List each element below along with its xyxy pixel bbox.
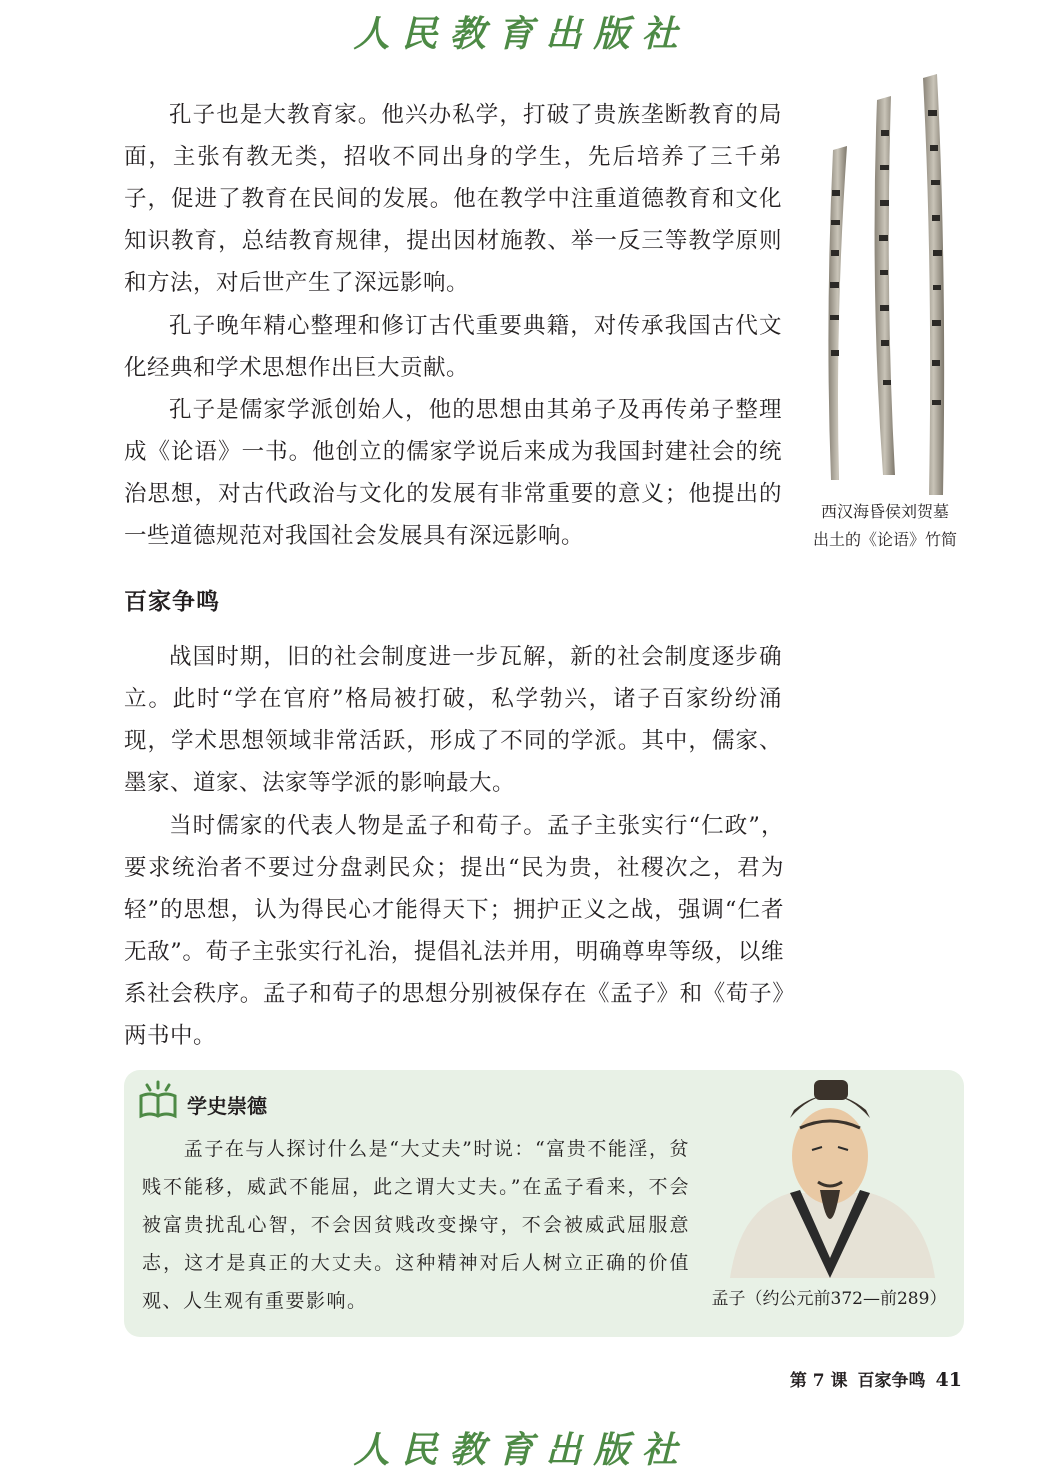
mencius-portrait [720, 1078, 942, 1278]
sidebar-body: 孟子在与人探讨什么是“大丈夫”时说：“富贵不能淫，贫贱不能移，威武不能屈，此之谓大丈夫。”在孟子看来，不会被富贵扰乱心智，不会因贫贱改变操守，不会被威武屈服意志，这才是真正的大丈夫。这种精神对后人树立正确的价值观、人生观有重要影响。 [142, 1138, 690, 1312]
paragraph-confucian-school: 孔子是儒家学派创始人，他的思想由其弟子及再传弟子整理成《论语》一书。他创立的儒家学说后来成为我国封建社会的统治思想，对古代政治与文化的发展有非常重要的意义；他提出的一些道德规范对我国社会发展具有深远影响。 [124, 397, 782, 549]
page-number: 41 [935, 1369, 962, 1391]
publisher-watermark-bottom: 人民教育出版社 [353, 1429, 690, 1471]
publisher-watermark-top: 人民教育出版社 [353, 13, 690, 55]
bamboo-slips-image [805, 70, 975, 500]
book-icon [136, 1078, 180, 1122]
lesson-number: 第 7 课 [789, 1371, 848, 1391]
sidebar-title: 学史崇德 [187, 1094, 267, 1118]
paragraph-confucius-classics: 孔子晚年精心整理和修订古代重要典籍，对传承我国古代文化经典和学术思想作出巨大贡献。 [124, 313, 782, 381]
section-heading: 百家争鸣 [124, 589, 220, 615]
paragraph-mencius-xunzi: 当时儒家的代表人物是孟子和荀子。孟子主张实行“仁政”，要求统治者不要过分盘剥民众；提出“民为贵，社稷次之，君为轻”的思想，认为得民心才能得天下；拥护正义之战，强调“仁者无敌”。荀子主张实行礼治，提倡礼法并用，明确尊卑等级，以维系社会秩序。孟子和荀子的思想分别被保存在《孟子》和《荀子》两书中。 [124, 813, 784, 1049]
lesson-title: 百家争鸣 [857, 1371, 926, 1391]
page-footer [700, 1366, 962, 1391]
paragraph-warring-states: 战国时期，旧的社会制度进一步瓦解，新的社会制度逐步确立。此时“学在官府”格局被打破，私学勃兴，诸子百家纷纷涌现，学术思想领域非常活跃，形成了不同的学派。其中，儒家、墨家、道家、法家等学派的影响最大。 [124, 644, 782, 796]
paragraph-confucius-education: 孔子也是大教育家。他兴办私学，打破了贵族垄断教育的局面，主张有教无类，招收不同出身的学生，先后培养了三千弟子，促进了教育在民间的发展。他在教学中注重道德教育和文化知识教育，总结教育规律，提出因材施教、举一反三等教学原则和方法，对后世产生了深远影响。 [124, 102, 782, 296]
figure-caption-line2: 出土的《论语》竹简 [812, 530, 957, 549]
sidebar-box [124, 1070, 964, 1337]
figure-caption-line1: 西汉海昏侯刘贺墓 [820, 502, 949, 521]
portrait-caption: 孟子（约公元前372—前289） [711, 1289, 947, 1309]
